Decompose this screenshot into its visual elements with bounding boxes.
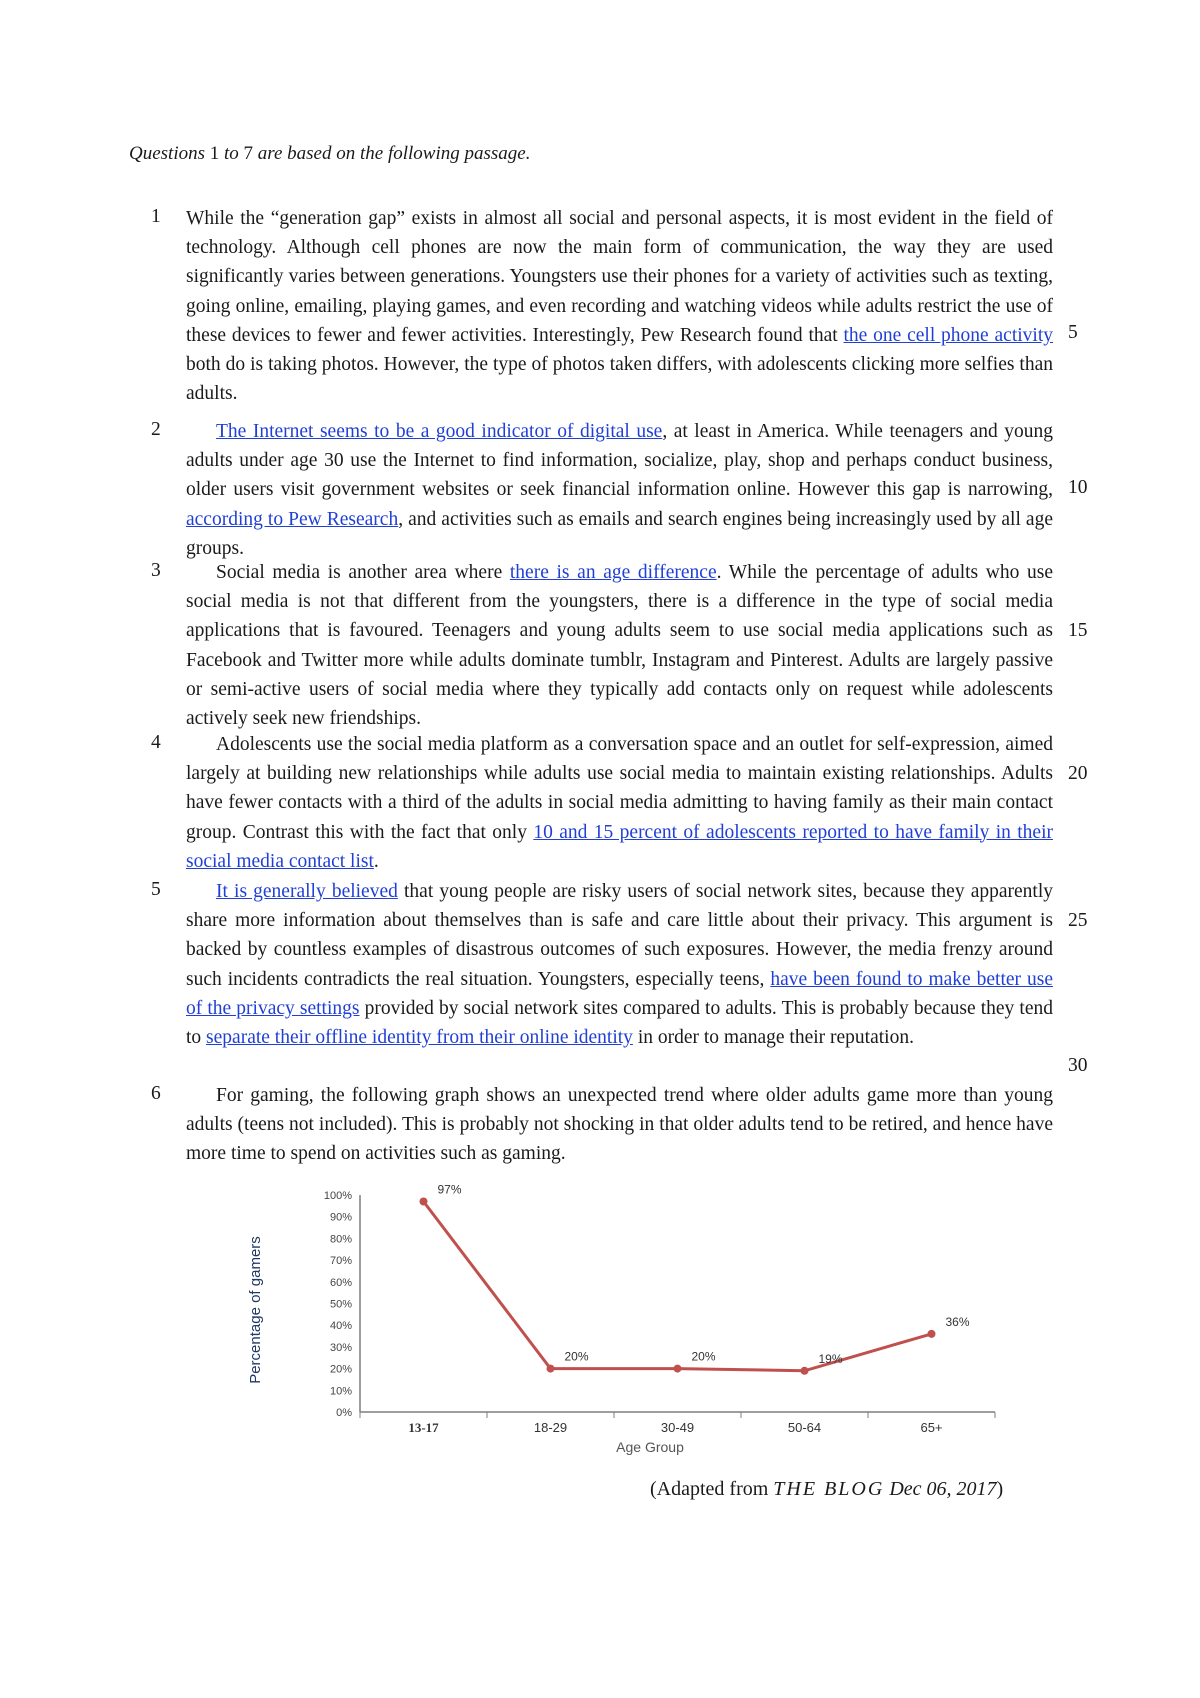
- y-tick-label: 30%: [329, 1341, 352, 1354]
- y-tick-label: 90%: [329, 1211, 352, 1224]
- paragraph-number: 5: [151, 879, 161, 900]
- y-tick-label: 50%: [329, 1298, 352, 1311]
- paragraph-text: , at least in America. While teenagers and young adults under age 30 use the Internet to find information, socialize, play, shop and perhaps conduct business, older users visit government websites or seek financial information online. However this gap is narrowing,: [186, 421, 1054, 501]
- paragraph-6: [186, 1081, 1053, 1169]
- hyperlink[interactable]: have been found to make better use of the privacy settings: [186, 968, 1053, 1019]
- hyperlink[interactable]: there is an age difference: [509, 562, 717, 583]
- data-point: [801, 1367, 809, 1375]
- y-tick-label: 40%: [329, 1320, 352, 1333]
- y-tick-label: 100%: [323, 1190, 352, 1202]
- y-tick-label: 10%: [329, 1385, 352, 1398]
- x-tick-label: 30-49: [660, 1420, 695, 1435]
- paragraph-text: that young people are risky users of social network sites, because they apparently share more information about themselves than is safe and care little about their privacy. This argument is backed by countless examples of disastrous outcomes of such exposures. However, the media frenzy around such incidents contradicts the real situation. Youngsters, especially teens,: [186, 881, 1054, 990]
- paragraph-5: [186, 877, 1053, 1052]
- paragraph-text: Social media is another area where: [216, 562, 510, 583]
- line-number: 10: [1068, 477, 1088, 498]
- paragraph-3: [186, 558, 1053, 733]
- paragraph-4: [186, 730, 1053, 876]
- y-tick-label: 80%: [329, 1233, 352, 1246]
- y-axis-label: Percentage of gamers: [247, 1236, 264, 1384]
- paragraph-text: both do is taking photos. However, the type of photos taken differs, with adolescents clicking more selfies than adults.: [186, 354, 1053, 405]
- hyperlink[interactable]: the one cell phone activity: [843, 324, 1054, 346]
- series-line: [424, 1202, 932, 1371]
- paragraph-text: .: [373, 850, 379, 872]
- paragraph-number: 2: [151, 419, 161, 440]
- paragraph-text: For gaming, the following graph shows an unexpected trend where older adults game more than young adults (teens not included). This is probably not shocking in that older adults tend to be retired, and hence have more time to spend on activities such as gaming.: [186, 1085, 1053, 1165]
- data-label: 36%: [945, 1314, 970, 1329]
- paragraph-text: . While the percentage of adults who use social media is not that different from the youngsters, there is a difference in the type of social media applications that is favoured. Teenagers and young adults seem to use social media applications such as Facebook and Twitter more while adults dominate tumblr, Instagram and Pinterest. Adults are largely passive or semi-active users of social media where they typically add contacts only on request while adolescents actively seek new friendships.: [186, 562, 1054, 730]
- data-label: 20%: [691, 1349, 716, 1364]
- x-tick-label: 13-17: [408, 1420, 439, 1435]
- paragraph-text: in order to manage their reputation.: [632, 1027, 914, 1049]
- data-point: [547, 1365, 555, 1373]
- line-number: 5: [1068, 322, 1078, 343]
- data-point: [674, 1365, 682, 1373]
- paragraph-text: While the “generation gap” exists in almost all social and personal aspects, it is most evident in the field of technology. Although cell phones are now the main form of communication, the way they are used significantly varies between generations. Youngsters use their phones for a variety of activities such as texting, going online, emailing, playing games, and even recording and watching videos while adults restrict the use of these devices to fewer and fewer activities. Interestingly, Pew Research found that: [186, 208, 1053, 346]
- y-tick-label: 70%: [329, 1255, 352, 1268]
- hyperlink[interactable]: It is generally believed: [216, 881, 398, 902]
- y-tick-label: 0%: [336, 1407, 352, 1419]
- paragraph-text: provided by social network sites compared to adults. This is probably because they tend to: [186, 997, 1054, 1049]
- paragraph-1: [186, 204, 1053, 408]
- hyperlink[interactable]: according to Pew Research: [186, 508, 399, 530]
- source-citation: (Adapted from THE BLOG Dec 06, 2017): [650, 1478, 1004, 1500]
- paragraph-number: 1: [151, 206, 161, 227]
- paragraph-number: 3: [151, 560, 161, 581]
- data-label: 20%: [564, 1349, 589, 1364]
- line-number: 30: [1068, 1055, 1088, 1076]
- hyperlink[interactable]: 10 and 15 percent of adolescents reported to have family in their social media contact list: [186, 821, 1053, 872]
- y-tick-label: 20%: [329, 1363, 352, 1376]
- data-label: 19%: [818, 1351, 843, 1366]
- x-tick-label: 18-29: [533, 1420, 568, 1435]
- gamers-line-chart: [245, 1185, 1005, 1465]
- data-point: [928, 1330, 936, 1338]
- paragraph-number: 6: [151, 1083, 161, 1104]
- line-number: 20: [1068, 763, 1088, 784]
- paragraph-number: 4: [151, 732, 161, 753]
- x-axis-label: Age Group: [616, 1439, 684, 1455]
- x-tick-label: 65+: [920, 1420, 943, 1435]
- passage-heading: Questions 1 to 7 are based on the following passage.: [129, 143, 531, 164]
- paragraph-text: Adolescents use the social media platform as a conversation space and an outlet for self-expression, aimed largely at building new relationships while adults use social media to maintain existing relationships. Adults have fewer contacts with a third of the adults in social media admitting to having family as their main contact group. Contrast this with the fact that only: [186, 734, 1053, 843]
- paragraph-2: [186, 417, 1053, 563]
- paragraph-text: , and activities such as emails and search engines being increasingly used by all age groups.: [186, 508, 1053, 559]
- y-tick-label: 60%: [329, 1276, 352, 1289]
- data-label: 97%: [437, 1185, 462, 1197]
- hyperlink[interactable]: separate their offline identity from their online identity: [206, 1027, 633, 1049]
- data-point: [420, 1198, 428, 1206]
- x-tick-label: 50-64: [787, 1420, 822, 1435]
- line-number: 25: [1068, 910, 1088, 931]
- line-number: 15: [1068, 620, 1088, 641]
- hyperlink[interactable]: The Internet seems to be a good indicator of digital use: [216, 421, 663, 442]
